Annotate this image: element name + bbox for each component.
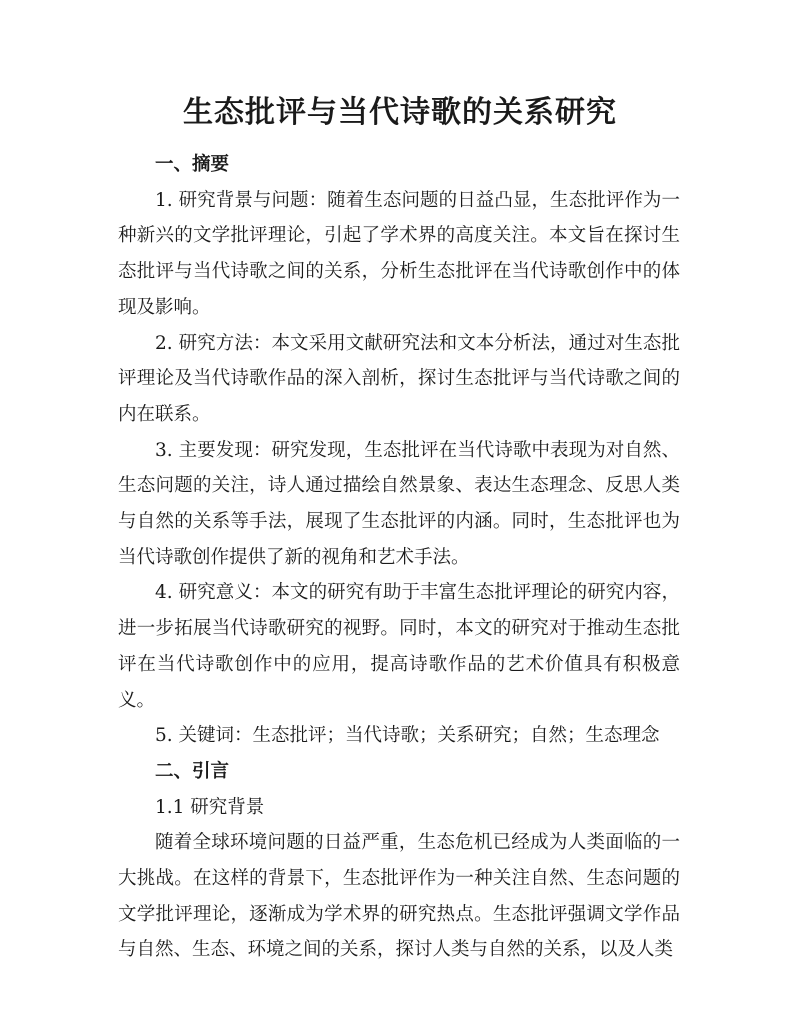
abstract-item-background: 1. 研究背景与问题：随着生态问题的日益凸显，生态批评作为一种新兴的文学批评理论，引起了学术界的高度关注。本文旨在探讨生态批评与当代诗歌之间的关系，分析生态批评在当代诗歌创作中的体现及影响。 [118, 189, 680, 318]
abstract-item-keywords: 5. 关键词：生态批评；当代诗歌；关系研究；自然；生态理念 [155, 725, 660, 747]
abstract-item-findings: 3. 主要发现：研究发现，生态批评在当代诗歌中表现为对自然、生态问题的关注，诗人通过描绘自然景象、表达生态理念、反思人类与自然的关系等手法，展现了生态批评的内涵。同时，生态批评也为当代诗歌创作提供了新的视角和艺术手法。 [118, 439, 680, 568]
section-heading-introduction: 二、引言 [155, 760, 230, 782]
document-title: 生态批评与当代诗歌的关系研究 [183, 95, 617, 130]
introduction-paragraph: 随着全球环境问题的日益严重，生态危机已经成为人类面临的一大挑战。在这样的背景下，生态批评作为一种关注自然、生态问题的文学批评理论，逐渐成为学术界的研究热点。生态批评强调文学作品与自然、生态、环境之间的关系，探讨人类与自然的关系，以及人类 [118, 832, 680, 961]
abstract-item-method: 2. 研究方法：本文采用文献研究法和文本分析法，通过对生态批评理论及当代诗歌作品的深入剖析，探讨生态批评与当代诗歌之间的内在联系。 [118, 332, 680, 425]
section-heading-abstract: 一、摘要 [155, 154, 230, 175]
subsection-heading-background: 1.1 研究背景 [155, 796, 265, 818]
document-body [118, 147, 680, 968]
abstract-item-significance: 4. 研究意义：本文的研究有助于丰富生态批评理论的研究内容，进一步拓展当代诗歌研究的视野。同时，本文的研究对于推动生态批评在当代诗歌创作中的应用，提高诗歌作品的艺术价值具有积极意义。 [118, 582, 680, 711]
